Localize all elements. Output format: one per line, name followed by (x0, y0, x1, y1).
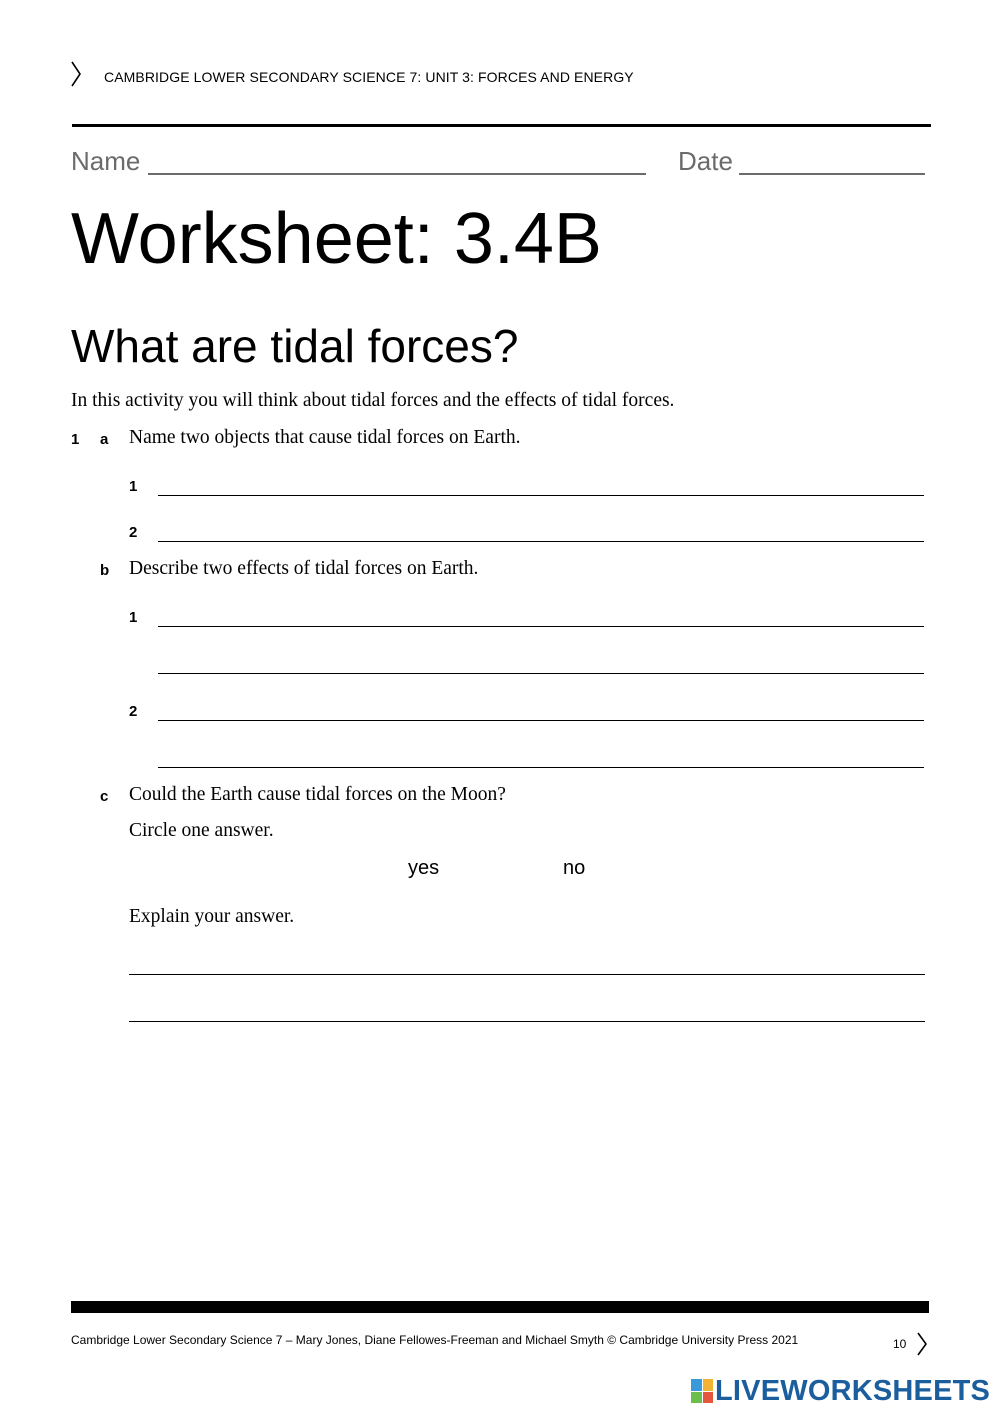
header-rule (72, 124, 931, 127)
answer-number: 1 (129, 478, 138, 495)
chevron-right-icon (70, 60, 82, 88)
answer-number: 2 (129, 703, 138, 720)
worksheet-title: Worksheet: 3.4B (71, 199, 602, 279)
option-yes[interactable]: yes (408, 857, 440, 879)
answer-line-b2-cont[interactable] (158, 767, 924, 768)
answer-line-b1-cont[interactable] (158, 673, 924, 674)
answer-line-b2[interactable] (158, 720, 924, 721)
part-letter-b: b (100, 562, 110, 579)
part-letter-a: a (100, 431, 109, 448)
chevron-right-icon (916, 1331, 928, 1357)
intro-text: In this activity you will think about tidal forces and the effects of tidal forces. (71, 390, 675, 411)
circle-instruction: Circle one answer. (129, 820, 274, 841)
answer-number: 2 (129, 524, 138, 541)
explain-prompt: Explain your answer. (129, 906, 295, 927)
answer-line-c2[interactable] (129, 1021, 925, 1022)
liveworksheets-logo-icon (691, 1379, 713, 1403)
part-c-prompt: Could the Earth cause tidal forces on the Moon? (129, 784, 506, 805)
question-number: 1 (71, 431, 80, 448)
answer-line-c1[interactable] (129, 974, 925, 975)
part-a-prompt: Name two objects that cause tidal forces on Earth. (129, 427, 521, 448)
answer-line-a2[interactable] (158, 541, 924, 542)
part-b-prompt: Describe two effects of tidal forces on Earth. (129, 558, 479, 579)
name-label: Name (71, 146, 141, 176)
running-header: CAMBRIDGE LOWER SECONDARY SCIENCE 7: UNIT 3: FORCES AND ENERGY (104, 69, 634, 85)
part-letter-c: c (100, 788, 109, 805)
footer-credit: Cambridge Lower Secondary Science 7 – Mary Jones, Diane Fellowes-Freeman and Michael Smyth © Cambridge University Press 2021 (71, 1333, 799, 1347)
answer-line-b1[interactable] (158, 626, 924, 627)
page-number: 10 (893, 1337, 907, 1351)
worksheet-subtitle: What are tidal forces? (71, 320, 519, 372)
option-no[interactable]: no (563, 857, 586, 879)
logo-text: LIVEWORKSHEETS (715, 1374, 991, 1407)
date-field[interactable] (739, 173, 925, 175)
footer-bar (71, 1301, 929, 1313)
answer-number: 1 (129, 609, 138, 626)
liveworksheets-logo (691, 1375, 990, 1407)
name-field[interactable] (148, 173, 646, 175)
date-label: Date (678, 146, 733, 176)
answer-line-a1[interactable] (158, 495, 924, 496)
